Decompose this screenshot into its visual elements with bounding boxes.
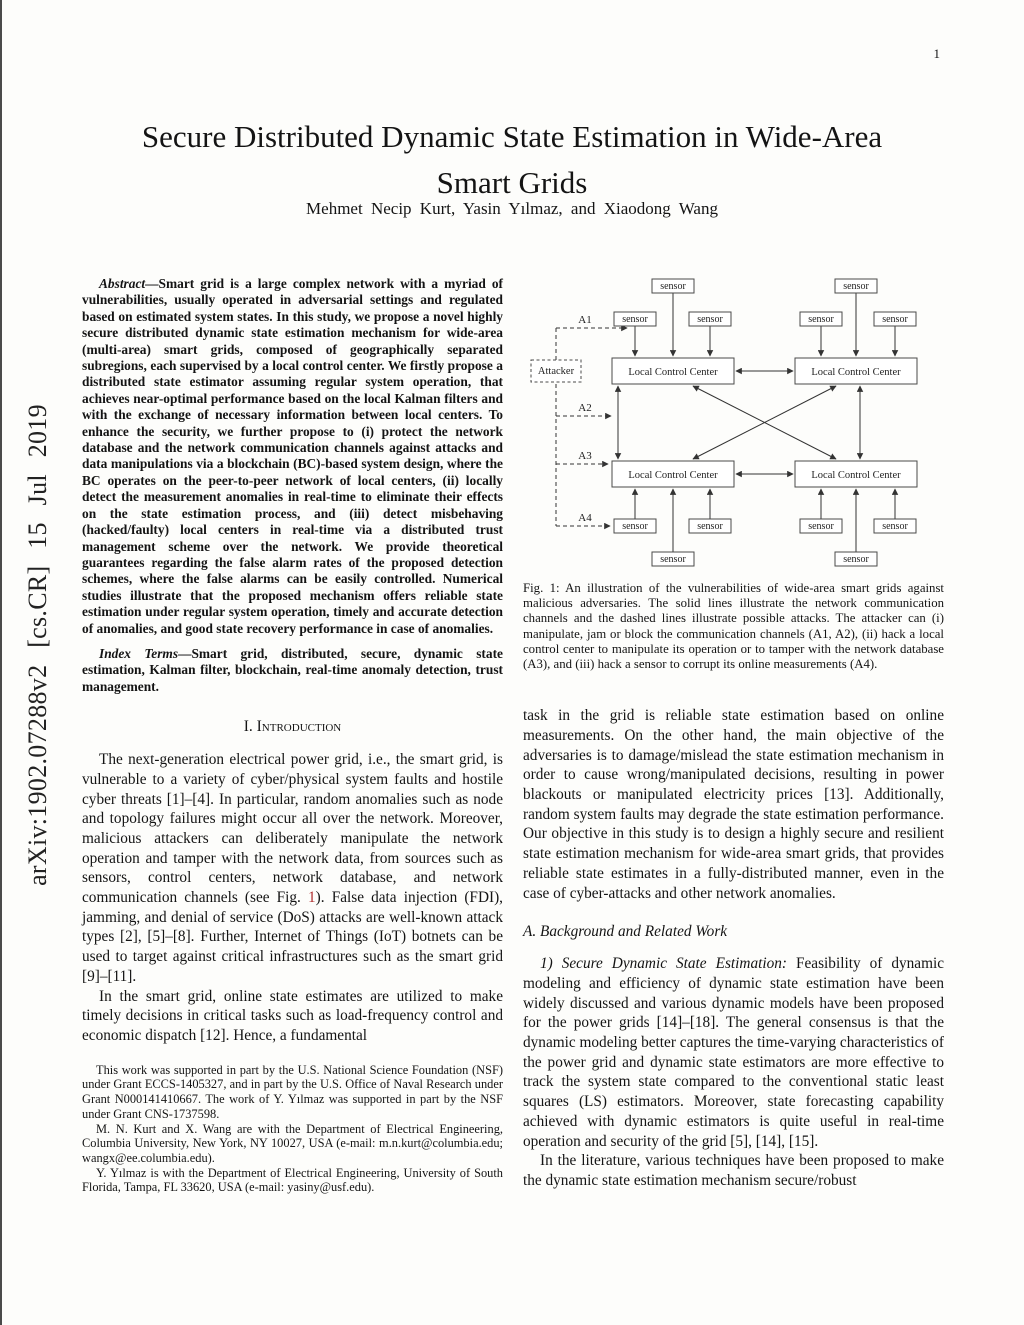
intro-p1-part-b: ). False data injection (FDI), jamming, and denial of service (DoS) attacks are well-known attack types [2], [5]–[8]. Further, Internet of Things (IoT) botnets can be used to target against critical infrastructures such as the smart grid [9]–[11]. <box>82 889 504 985</box>
svg-text:Local Control Center: Local Control Center <box>811 470 901 481</box>
svg-text:sensor: sensor <box>882 314 908 325</box>
svg-text:sensor: sensor <box>808 521 834 532</box>
index-terms-lead: Index Terms <box>99 645 179 661</box>
arxiv-watermark: arXiv:1902.07288v2 [cs.CR] 15 Jul 2019 <box>23 404 52 886</box>
attack-label-a2: A2 <box>578 402 592 414</box>
right-paragraph-2-text: Feasibility of dynamic modeling and efficiency of dynamic state estimation have been widely discussed and various dynamic models have been proposed for the power grids [14]–[18]. The general consensus is that the dynamic modeling better captures the time-varying characteristics of the power grid and dynamic state estimators are more effective to track the system state compared to the conventional static least squares (LS) estimators. Moreover, state forecasting capability achieved with dynamic estimators is quite useful in real-time operation and security of the grid [5], [14], [15]. <box>523 955 945 1150</box>
right-paragraph-1: task in the grid is reliable state estimation based on online measurements. On the other hand, the main objective of the adversaries is to damage/mislead the state estimation mechanism in order to cause wrong/manipulated decisions, resulting in power blackouts or manipulated electricity prices [13]. Additionally, random system faults may degrade the state estimation performance. Our objective in this study is to design a highly secure and resilient state estimation mechanism for wide-area smart grids, that provides reliable state estimates in a fully-distributed manner, even in the case of cyber-attacks and other network anomalies. <box>523 707 944 902</box>
subsubsection-lead-secure-dse: 1) Secure Dynamic State Estimation: <box>540 955 787 973</box>
abstract-paragraph <box>82 276 503 637</box>
sensor-node <box>689 312 731 326</box>
sensor-node <box>835 552 877 566</box>
paper-title <box>0 114 1024 206</box>
sensor-node <box>614 519 656 533</box>
sensor-node <box>652 279 694 293</box>
figure-1-reference-link[interactable]: 1 <box>308 889 316 907</box>
footnote-funding: This work was supported in part by the U.S. National Science Foundation (NSF) under Grant ECCS-1405327, and in part by the U.S. Office of Naval Research under Grant N000141410667. The work of Y. Yılmaz was supported in part by the NSF under Grant CNS-1737598. <box>82 1062 503 1121</box>
intro-paragraph-2: In the smart grid, online state estimates are utilized to make timely decisions in critical tasks such as load-frequency control and economic dispatch [12]. Hence, a fundamental <box>82 987 503 1044</box>
right-column <box>523 270 944 1195</box>
figure-1-caption-lead: Fig. 1: <box>523 581 560 595</box>
local-control-center-node <box>795 461 917 487</box>
intro-p1-part-a: The next-generation electrical power grid, i.e., the smart grid, is vulnerable to a variety of cyber/physical system faults and hostile cyber threats [1]–[4]. In particular, random anomalies such as node and topology failures might occur all over the network. Moreover, malicious attackers can deliberately manipulate the network operation and tamper with the network data, from sources such as sensors, control centers, network database, and network communication channels (see Fig. <box>82 751 503 907</box>
figure-1-caption <box>523 581 944 672</box>
author-footnotes <box>82 1063 503 1195</box>
attack-label-a4: A4 <box>578 512 592 524</box>
sensor-node <box>614 312 656 326</box>
svg-text:sensor: sensor <box>882 521 908 532</box>
local-control-center-node <box>795 358 917 384</box>
attacker-node <box>531 360 581 382</box>
figure-1-caption-text: An illustration of the vulnerabilities of wide-area smart grids against malicious adversaries. The solid lines illustrate the network communication channels and the dashed lines illustrate possible attacks. The attacker can (i) manipulate, jam or block the communication channels (A1, A2), (ii) hack a local control center to manipulate its operation or to tamper with the network database (A3), and (iii) hack a sensor to corrupt its online measurements (A4). <box>523 581 944 672</box>
index-terms-text: —Smart grid, distributed, secure, dynamic state estimation, Kalman filter, blockchain, real-time anomaly detection, trust management. <box>82 645 503 694</box>
svg-text:sensor: sensor <box>697 314 723 325</box>
authors-line: Mehmet Necip Kurt, Yasin Yılmaz, and Xiaodong Wang <box>306 199 718 218</box>
figure-1-diagram <box>523 270 944 572</box>
sensor-node <box>835 279 877 293</box>
abstract-text: —Smart grid is a large complex network with a myriad of vulnerabilities, usually operated in adversarial settings and regulated based on estimated system states. In this study, we propose a novel highly secure distributed dynamic state estimation mechanism for wide-area (multi-area) smart grids, composed of geographically separated subregions, each supervised by a local control center. We firstly propose a distributed state estimator assuming regular system operation, that achieves near-optimal performance based on the local Kalman filters and with the exchange of necessary information between local centers. To enhance the security, we further propose to (i) protect the network database and the network communication channels against attacks and data manipulations via a blockchain (BC)-based system design, where the BC operates on the peer-to-peer network of local centers, (ii) locally detect the measurement anomalies in real-time to eliminate their effects on the state estimation process, and (iii) detect misbehaving (hacked/faulty) local centers in real-time via a distributed trust management scheme over the network. We provide theoretical guarantees regarding the false alarm rates of the proposed detection schemes, where the false alarms can be easily controlled. Numerical studies illustrate that the proposed mechanism offers reliable state estimation under regular system operation, timely and accurate detection of anomalies, and good state recovery performance in case of anomalies. <box>82 276 503 636</box>
svg-text:sensor: sensor <box>843 281 869 292</box>
local-control-center-node <box>612 461 734 487</box>
paper-title-text: Secure Distributed Dynamic State Estimation in Wide-Area Smart Grids <box>141 118 883 200</box>
sensor-node <box>800 312 842 326</box>
network-communication-links <box>618 293 895 552</box>
local-control-center-node <box>612 358 734 384</box>
svg-text:Local Control Center: Local Control Center <box>628 367 718 378</box>
two-column-body <box>82 270 944 1195</box>
attack-label-a1: A1 <box>578 314 592 326</box>
figure-1 <box>523 270 944 672</box>
sensor-node <box>652 552 694 566</box>
intro-paragraph-1 <box>82 750 503 986</box>
svg-text:sensor: sensor <box>808 314 834 325</box>
sensor-node <box>874 312 916 326</box>
page-number: 1 <box>933 46 940 61</box>
svg-text:sensor: sensor <box>660 281 686 292</box>
svg-text:Attacker: Attacker <box>537 366 575 377</box>
sensor-node <box>689 519 731 533</box>
footnote-affiliation-columbia: M. N. Kurt and X. Wang are with the Department of Electrical Engineering, Columbia University, New York, NY 10027, USA (e-mail: m.n.kurt@columbia.edu; wangx@ee.columbia.edu). <box>82 1121 503 1165</box>
svg-text:sensor: sensor <box>697 521 723 532</box>
index-terms-paragraph <box>82 646 503 695</box>
section-heading-introduction: I. Introduction <box>243 718 342 736</box>
svg-text:sensor: sensor <box>622 521 648 532</box>
footnote-affiliation-usf: Y. Yılmaz is with the Department of Electrical Engineering, University of South Florida, Tampa, FL 33620, USA (e-mail: yasiny@usf.edu). <box>82 1165 503 1195</box>
sensor-node <box>800 519 842 533</box>
svg-text:Local Control Center: Local Control Center <box>628 470 718 481</box>
abstract-lead: Abstract <box>99 276 146 291</box>
right-paragraph-2 <box>523 954 944 1151</box>
svg-text:sensor: sensor <box>843 554 869 565</box>
left-column <box>82 270 503 1195</box>
svg-text:sensor: sensor <box>622 314 648 325</box>
svg-text:sensor: sensor <box>660 554 686 565</box>
svg-text:Local Control Center: Local Control Center <box>811 367 901 378</box>
attack-label-a3: A3 <box>578 450 592 462</box>
subsection-heading-background: A. Background and Related Work <box>523 923 728 941</box>
right-paragraph-3: In the literature, various techniques have been proposed to make the dynamic state estimation mechanism secure/robust <box>523 1152 944 1189</box>
sensor-node <box>874 519 916 533</box>
